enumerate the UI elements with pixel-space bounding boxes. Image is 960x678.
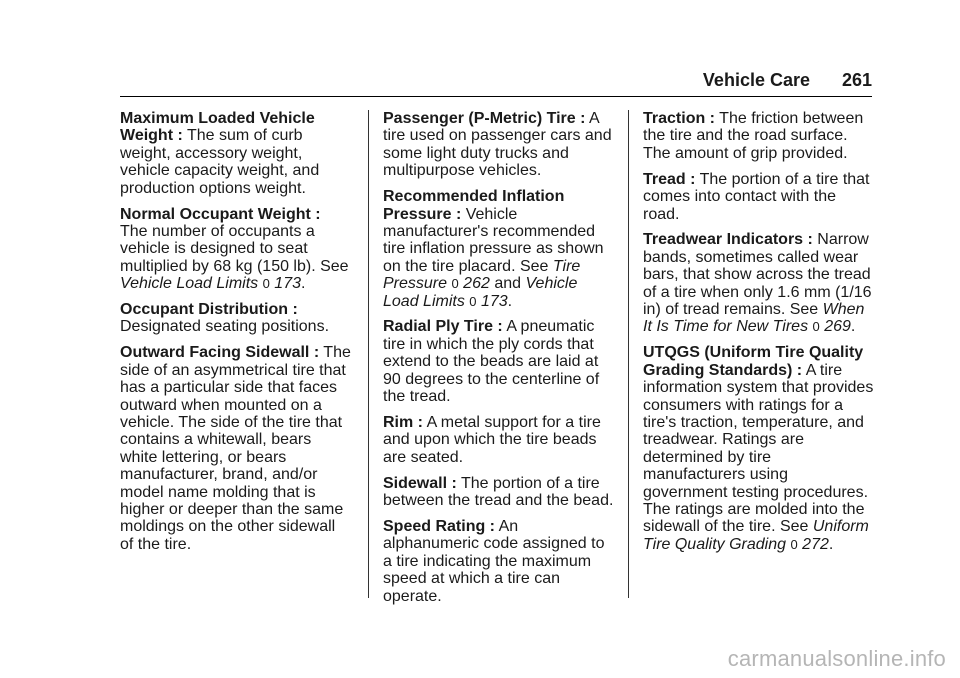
glossary-definition: The side of an asymmetrical tire that has a particular side that faces outward when mounted on a vehicle. The side of the tire that contains a whitewall, bears white lettering, or bears manufacturer, brand, and/or model name molding that is higher or deeper than the same moldings on the other sidewall of the tire.	[120, 344, 351, 553]
glossary-definition: An alphanumeric code assigned to a tire indicating the maximum speed at which a tire can operate.	[383, 518, 605, 605]
cross-reference-page: 269	[824, 318, 851, 336]
glossary-definition: The friction between the tire and the road surface. The amount of grip provided.	[643, 110, 864, 162]
glossary-definition: Narrow bands, sometimes called wear bars, that show across the tread of a tire when only 1.6 mm (1/16 in) of tread remains. See	[643, 231, 872, 319]
glossary-term: UTQGS (Uniform Tire Quality Grading Standards) :	[643, 344, 864, 379]
glossary-term: Recommended Inflation Pressure :	[383, 188, 565, 223]
glossary-term: Normal Occupant Weight :	[120, 205, 321, 223]
glossary-definition: Designated seating positions.	[120, 318, 330, 336]
page-reference-icon: 0	[451, 276, 459, 292]
glossary-entry	[120, 110, 352, 197]
glossary-entry	[383, 475, 615, 510]
glossary-term: Occupant Distribution :	[120, 301, 298, 319]
punctuation: .	[850, 318, 856, 336]
glossary-term: Passenger (P-Metric) Tire :	[383, 110, 586, 127]
section-title: Vehicle Care	[702, 70, 810, 90]
glossary-definition: The portion of a tire between the tread and the bead.	[383, 474, 614, 510]
glossary-entry	[120, 301, 352, 336]
cross-reference-title: Vehicle Load Limits	[120, 275, 259, 293]
column-divider	[628, 110, 629, 598]
glossary-definition: A metal support for a tire and upon which the tire beads are seated.	[383, 414, 601, 466]
cross-reference-link[interactable]	[120, 275, 301, 292]
column-3	[643, 110, 875, 562]
glossary-term: Tread :	[643, 170, 696, 188]
cross-reference-page: 173	[274, 275, 301, 293]
punctuation: .	[828, 535, 834, 553]
page-reference-icon: 0	[469, 293, 477, 309]
conjunction: and	[489, 275, 526, 293]
column-1	[120, 110, 352, 562]
cross-reference-title: Vehicle Load Limits	[383, 275, 578, 310]
glossary-definition: A tire information system that provides consumers with ratings for a tire's traction, temperature, and treadwear. Ratings are determined by tire manufacturers using government testing procedures. The ratings are molded into the sidewall of the tire. See	[643, 361, 874, 536]
column-2	[383, 110, 615, 614]
glossary-term: Maximum Loaded Vehicle Weight :	[120, 110, 315, 145]
glossary-entry	[643, 110, 875, 162]
glossary-definition: The number of occupants a vehicle is designed to seat multiplied by 68 kg (150 lb). See	[120, 222, 349, 275]
page-number: 261	[841, 70, 872, 90]
page-reference-icon: 0	[790, 536, 798, 552]
punctuation: .	[301, 275, 306, 293]
glossary-term: Speed Rating :	[383, 518, 496, 536]
cross-reference-page: 173	[480, 292, 508, 310]
glossary-term: Traction :	[643, 110, 716, 127]
glossary-entry	[383, 110, 615, 180]
glossary-entry	[383, 318, 615, 405]
glossary-term: Radial Ply Tire :	[383, 318, 503, 336]
glossary-definition: Vehicle manufacturer's recommended tire inflation pressure as shown on the tire placard. See	[383, 205, 604, 275]
cross-reference-title: Tire Pressure	[383, 257, 581, 293]
glossary-entry	[383, 188, 615, 310]
glossary-entry	[383, 414, 615, 466]
page-header	[120, 56, 872, 97]
glossary-entry	[383, 518, 615, 605]
glossary-term: Treadwear Indicators :	[643, 231, 813, 249]
glossary-definition: A tire used on passenger cars and some light duty trucks and multipurpose vehicles.	[383, 110, 612, 180]
punctuation: .	[507, 292, 513, 310]
glossary-definition: The portion of a tire that comes into contact with the road.	[643, 170, 870, 223]
glossary-entry	[643, 171, 875, 223]
column-divider	[368, 110, 369, 598]
glossary-term: Rim :	[383, 414, 423, 431]
glossary-definition: The sum of curb weight, accessory weight, vehicle capacity weight, and production options weight.	[120, 127, 320, 197]
glossary-entry	[120, 206, 352, 293]
glossary-term: Sidewall :	[383, 474, 457, 492]
glossary-entry	[643, 344, 875, 553]
glossary-definition: A pneumatic tire in which the ply cords that extend to the beads are laid at 90 degrees to the centerline of the tread.	[383, 318, 600, 406]
glossary-entry	[643, 231, 875, 335]
glossary-entry	[120, 344, 352, 553]
glossary-term: Outward Facing Sidewall :	[120, 344, 320, 362]
page-reference-icon: 0	[262, 276, 270, 292]
cross-reference-title: Uniform Tire Quality Grading	[643, 518, 869, 553]
page-reference-icon: 0	[812, 319, 820, 335]
cross-reference-page: 262	[463, 275, 490, 293]
cross-reference-title: When It Is Time for New Tires	[643, 301, 865, 336]
watermark: carmanualsonline.info	[727, 646, 946, 671]
cross-reference-page: 272	[802, 535, 829, 553]
